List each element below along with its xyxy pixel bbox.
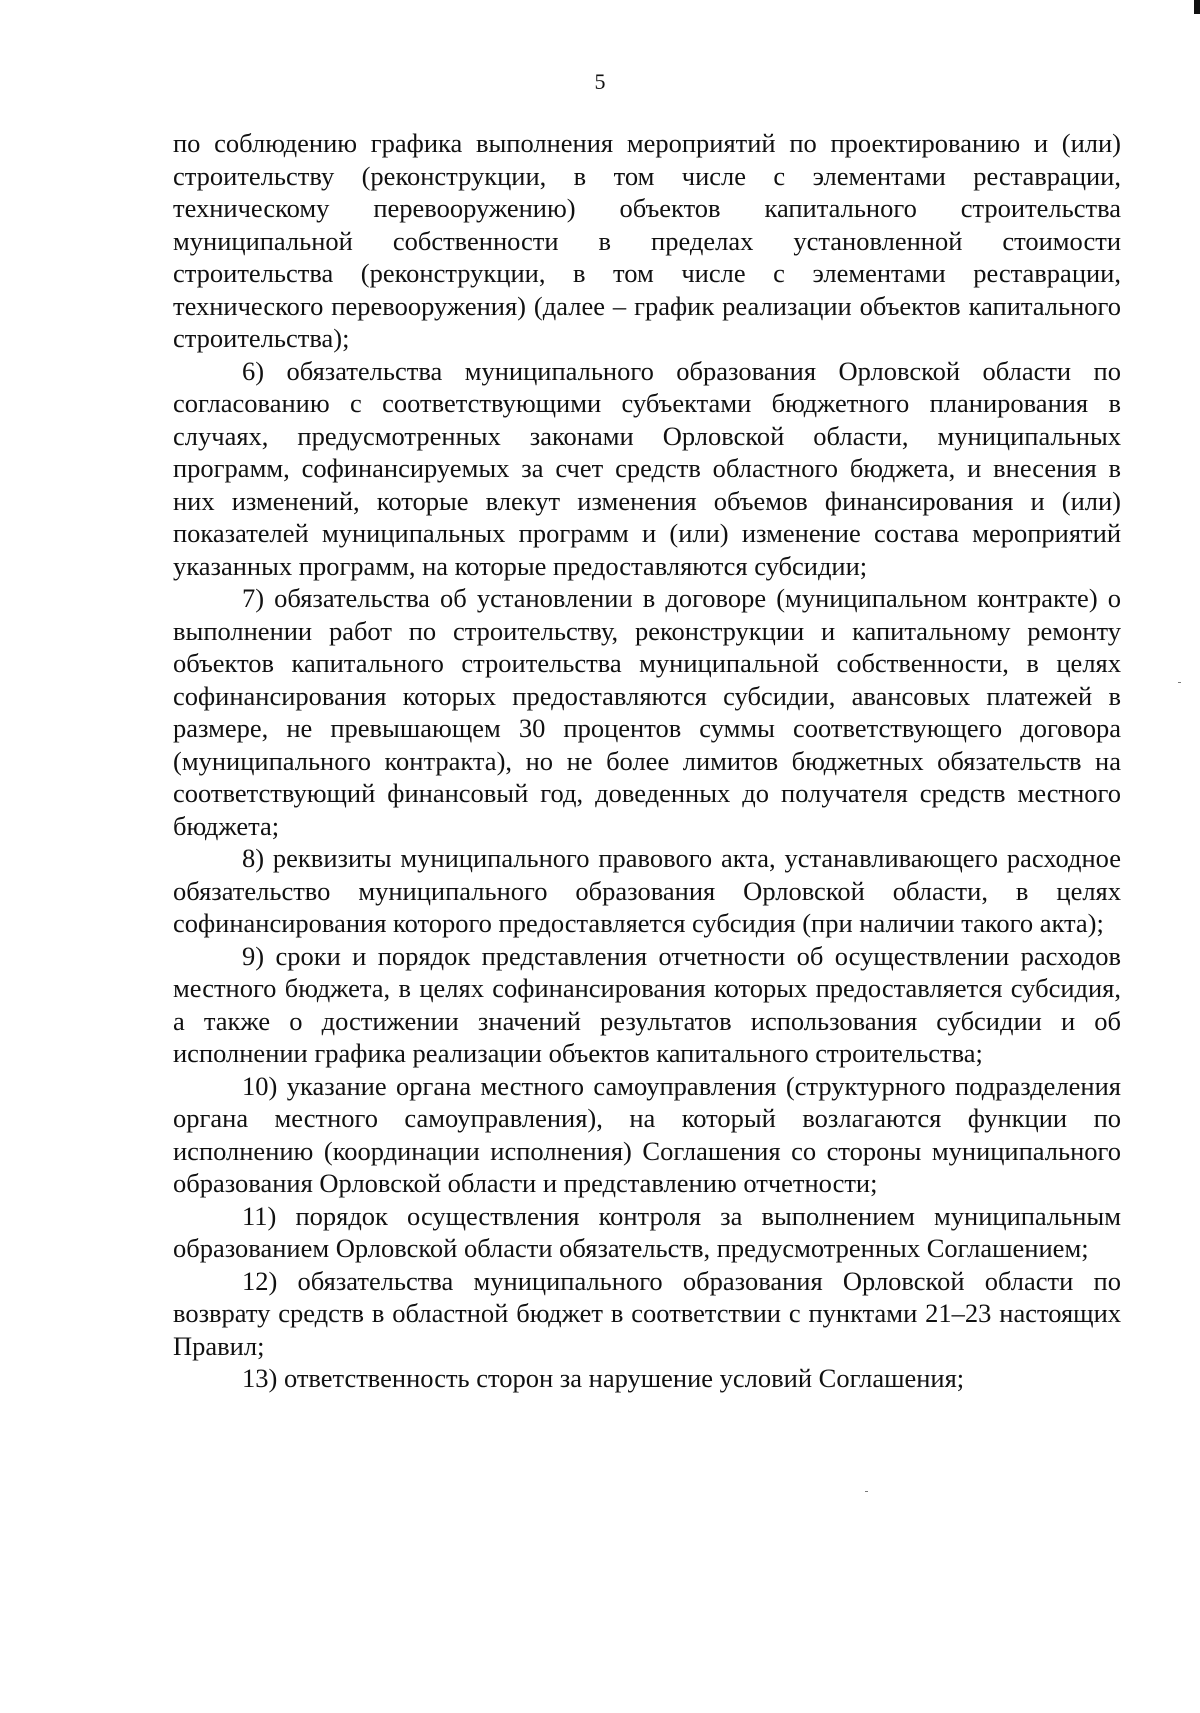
paragraph-item-6: 6) обязательства муниципального образования Орловской области по согласованию с соответствующими субъектами бюджетного планирования в случаях, предусмотренных законами Орловской области, муниципальных программ, софинансируемых за счет средств областного бюджета, и внесения в них изменений, которые влекут изменения объемов финансирования и (или) показателей муниципальных программ и (или) изменение состава мероприятий указанных программ, на которые предоставляются субсидии; xyxy=(173,355,1121,581)
paragraph-item-9: 9) сроки и порядок представления отчетности об осуществлении расходов местного бюджета, в целях софинансирования которых предоставляется субсидия, а также о достижении значений результатов использования субсидии и об исполнении графика реализации объектов капитального строительства; xyxy=(173,940,1121,1068)
paragraph-item-12: 12) обязательства муниципального образования Орловской области по возврату средств в областной бюджет в соответствии с пунктами 21–23 настоящих Правил; xyxy=(173,1265,1121,1361)
scan-speck xyxy=(865,1491,868,1492)
scan-edge-mark xyxy=(1194,0,1200,14)
paragraph-item-7: 7) обязательства об установлении в договоре (муниципальном контракте) о выполнении работ по строительству, реконструкции и капитальному ремонту объектов капитального строительства муниципальной собственности, в целях софинансирования которых предоставляются субсидии, авансовых платежей в размере, не превышающем 30 процентов суммы соответствующего договора (муниципального контракта), но не более лимитов бюджетных обязательств на соответствующий финансовый год, доведенных до получателя средств местного бюджета; xyxy=(173,583,1121,841)
page-number: 5 xyxy=(594,69,606,94)
paragraph-item-11: 11) порядок осуществления контроля за выполнением муниципальным образованием Орловской области обязательств, предусмотренных Соглашением; xyxy=(173,1200,1121,1263)
paragraph-continuation: по соблюдению графика выполнения мероприятий по проектированию и (или) строительству (реконструкции, в том числе с элементами реставрации, техническому перевооружению) объектов капитального строительства муниципальной собственности в пределах установленной стоимости строительства (реконструкции, в том числе с элементами реставрации, технического перевооружения) (далее – график реализации объектов капитального строительства); xyxy=(173,128,1121,353)
paragraph-item-13: 13) ответственность сторон за нарушение условий Соглашения; xyxy=(242,1363,965,1393)
scan-speck xyxy=(1178,682,1181,683)
paragraph-item-10: 10) указание органа местного самоуправления (структурного подразделения органа местного самоуправления), на который возлагаются функции по исполнению (координации исполнения) Соглашения со стороны муниципального образования Орловской области и представлению отчетности; xyxy=(173,1070,1121,1198)
paragraph-item-8: 8) реквизиты муниципального правового акта, устанавливающего расходное обязательство муниципального образования Орловской области, в целях софинансирования которого предоставляется субсидия (при наличии такого акта); xyxy=(173,843,1121,938)
document-body xyxy=(173,127,1121,1395)
